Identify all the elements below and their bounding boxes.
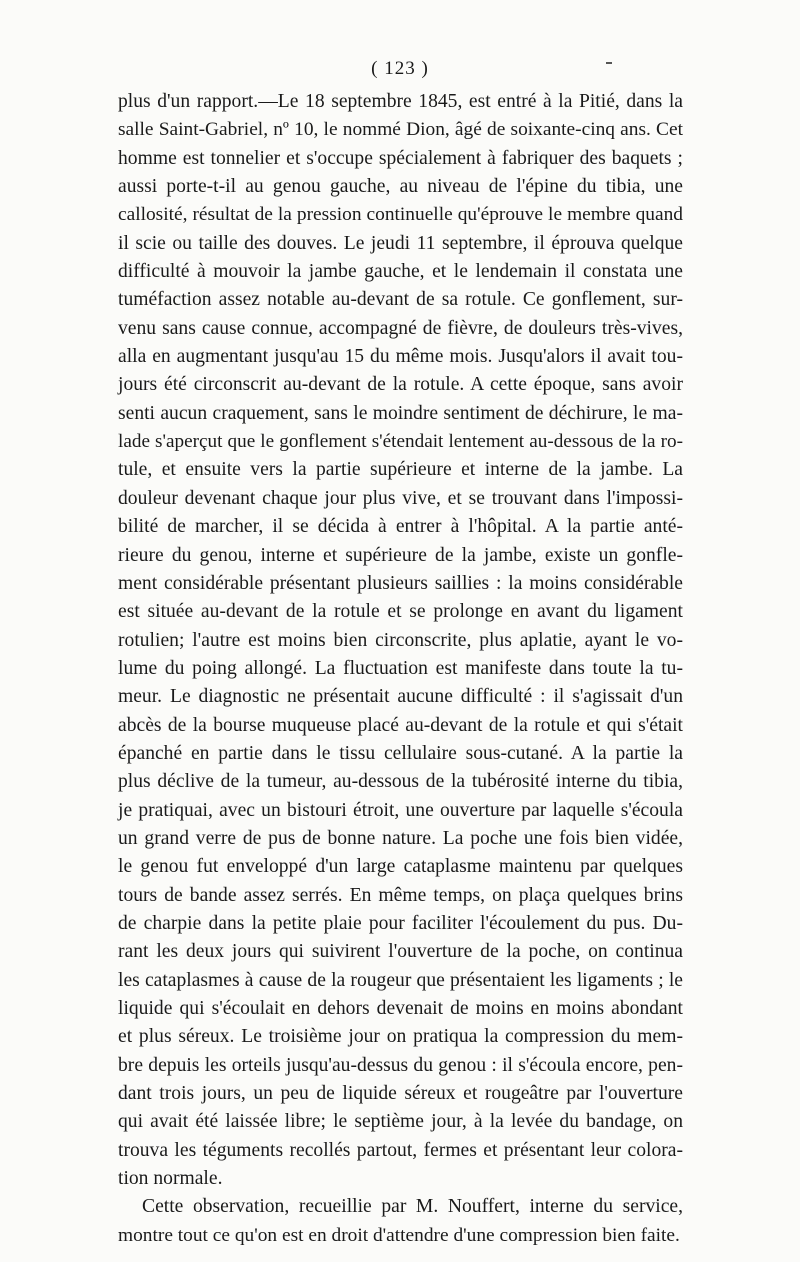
text-line: venu sans cause connue, accompagné de fièvre, de douleurs très-vives, [118,317,683,339]
text-line: les cataplasmes à cause de la rougeur que présentaient les ligaments ; le [118,969,683,991]
text-line: il scie ou taille des douves. Le jeudi 11 septembre, il éprouva quelque [118,232,683,254]
text-line: salle Saint-Gabriel, nº 10, le nommé Dion, âgé de soixante-cinq ans. Cet [118,119,683,141]
text-line: aussi porte-t-il au genou gauche, au niveau de l'épine du tibia, une [118,176,683,198]
text-line: lume du poing allongé. La fluctuation est manifeste dans toute la tu- [118,657,683,679]
text-line: liquide qui s'écoulait en dehors devenait de moins en moins abondant [118,998,683,1019]
text-line: épanché en partie dans le tissu cellulaire sous-cutané. A la partie la [118,742,683,764]
text-line: tule, et ensuite vers la partie supérieure et interne de la jambe. La [118,459,683,481]
text-line: lade s'aperçut que le gonflement s'étendait lentement au-dessous de la ro- [118,431,683,453]
text-line: douleur devenant chaque jour plus vive, et se trouvant dans l'impossi- [118,487,683,509]
text-line: plus d'un rapport.—Le 18 septembre 1845, est entré à la Pitié, dans la [118,91,683,112]
text-line: difficulté à mouvoir la jambe gauche, et le lendemain il constata une [118,261,683,283]
text-line: de charpie dans la petite plaie pour faciliter l'écoulement du pus. Du- [118,912,683,934]
text-line: un grand verre de pus de bonne nature. La poche une fois bien vidée, [118,827,683,849]
text-line: tuméfaction assez notable au-devant de sa rotule. Ce gonflement, sur- [118,289,683,311]
text-line: meur. Le diagnostic ne présentait aucune difficulté : il s'agissait d'un [118,686,683,708]
text-line: ment considérable présentant plusieurs saillies : la moins considérable [118,572,683,594]
paragraph-observation [118,88,683,1193]
text-line: rant les deux jours qui suivirent l'ouverture de la poche, on continua [118,941,683,963]
text-line: qui avait été laissée libre; le septième jour, à la levée du bandage, on [118,1111,683,1133]
text-line: trouva les téguments recollés partout, fermes et présentant leur colora- [118,1139,683,1161]
text-line: bilité de marcher, il se décida à entrer à l'hôpital. A la partie anté- [118,516,683,538]
text-line: tours de bande assez serrés. En même temps, on plaça quelques brins [118,884,683,906]
body-text [118,88,683,1250]
text-line: je pratiquai, avec un bistouri étroit, une ouverture par laquelle s'écoula [118,799,683,821]
text-line: dant trois jours, un peu de liquide séreux et rougeâtre par l'ouverture [118,1083,683,1105]
text-line: rotulien; l'autre est moins bien circonscrite, plus aplatie, ayant le vo- [118,629,683,651]
text-line: plus déclive de la tumeur, au-dessous de la tubérosité interne du tibia, [118,771,683,793]
text-line: homme est tonnelier et s'occupe spécialement à fabriquer des baquets ; [118,147,683,169]
text-line: jours été circonscrit au-devant de la rotule. A cette époque, sans avoir [118,374,683,396]
text-line: le genou fut enveloppé d'un large cataplasme maintenu par quelques [118,856,683,878]
page-number: ( 123 ) [371,58,429,79]
text-line: alla en augmentant jusqu'au 15 du même mois. Jusqu'alors il avait tou- [118,346,683,368]
text-line: abcès de la bourse muqueuse placé au-devant de la rotule et qui s'était [118,714,683,736]
print-speck [606,62,612,64]
text-line: montre tout ce qu'on est en droit d'attendre d'une compression bien faite. [118,1224,680,1246]
text-line: senti aucun craquement, sans le moindre sentiment de déchirure, le ma- [118,402,683,424]
text-line: callosité, résultat de la pression continuelle qu'éprouve le membre quand [118,204,683,226]
text-line: et plus séreux. Le troisième jour on pratiqua la compression du mem- [118,1026,683,1048]
text-line: bre depuis les orteils jusqu'au-dessus du genou : il s'écoula encore, pen- [118,1054,683,1076]
text-line: tion normale. [118,1168,223,1190]
paragraph-conclusion [118,1193,683,1250]
text-line: est située au-devant de la rotule et se prolonge en avant du ligament [118,601,683,623]
text-line: rieure du genou, interne et supérieure de la jambe, existe un gonfle- [118,544,683,566]
text-line: Cette observation, recueillie par M. Nouffert, interne du service, [142,1196,683,1218]
